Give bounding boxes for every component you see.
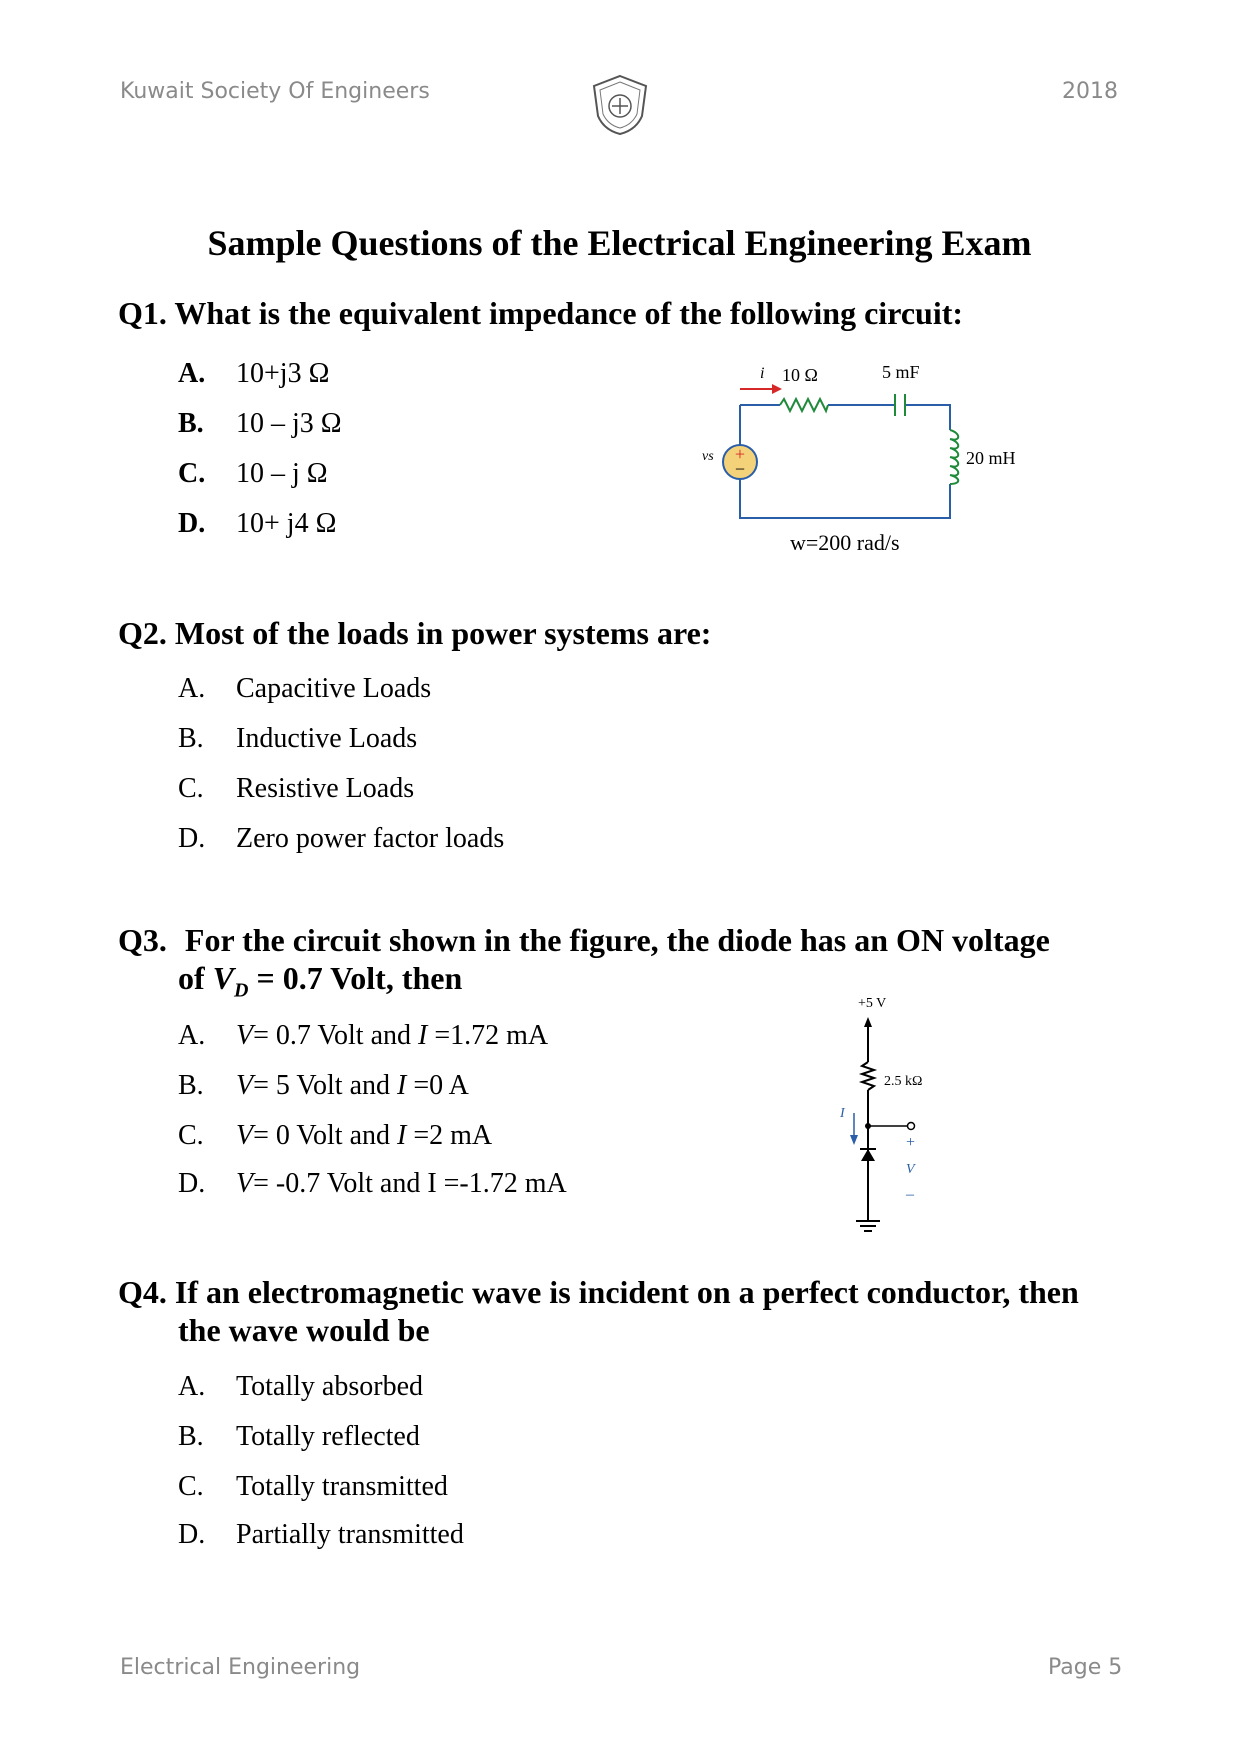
inductor-icon [950,430,958,484]
svg-text:−: − [734,459,746,479]
q2-text: Most of the loads in power systems are: [174,615,712,651]
q4-option-b: B. Totally reflected [178,1421,420,1452]
footer-page-number: Page 5 [1048,1655,1123,1680]
q4-line1: If an electromagnetic wave is incident on a perfect conductor, then [174,1274,1079,1310]
q1-text: What is the equivalent impedance of the following circuit: [174,295,964,331]
q4-line2: the wave would be [178,1312,430,1348]
header-year: 2018 [1062,79,1118,104]
resistor-icon [780,399,828,411]
q3-number: Q3. [118,922,167,958]
q4-number: Q4. [118,1274,167,1310]
svg-text:10 Ω: 10 Ω [782,365,818,385]
q3-option-b: B. V= 5 Volt and I =0 A [178,1070,469,1101]
svg-text:I: I [840,1106,845,1121]
page-title: Sample Questions of the Electrical Engineering Exam [207,223,1032,263]
q2-option-c: C. Resistive Loads [178,773,415,804]
svg-text:+: + [734,444,746,464]
q2-number: Q2. [118,615,167,651]
q1-number: Q1. [118,295,167,331]
q1-option-d: D. 10+ j4 Ω [178,508,337,539]
society-logo [588,72,652,138]
footer-subject: Electrical Engineering [120,1655,361,1680]
svg-text:20 mH: 20 mH [966,448,1016,468]
question-1 [118,294,963,332]
svg-text:w=200 rad/s: w=200 rad/s [790,530,900,555]
header-org: Kuwait Society Of Engineers [120,79,430,104]
q3-line1: For the circuit shown in the figure, the diode has an ON voltage [184,922,1050,958]
q3-option-d: D. V= -0.7 Volt and I =-1.72 mA [178,1168,567,1199]
q1-option-a: A. 10+j3 Ω [178,358,330,389]
diode-icon [861,1149,875,1161]
svg-text:vs: vs [702,449,714,464]
supply-arrow-icon [864,1017,872,1027]
svg-text:2.5 kΩ: 2.5 kΩ [884,1074,923,1089]
svg-text:5 mF: 5 mF [882,362,920,382]
svg-text:+5 V: +5 V [858,996,887,1011]
question-2 [118,614,711,652]
q3-line2: of $V_D = 0.7$ Volt, then [178,960,463,1002]
q4-option-a: A. Totally absorbed [178,1371,423,1402]
q2-option-d: D. Zero power factor loads [178,823,505,854]
q4-option-c: C. Totally transmitted [178,1471,448,1502]
q3-option-a: A. V= 0.7 Volt and I =1.72 mA [178,1020,549,1051]
svg-text:–: – [906,1186,914,1203]
q1-option-c: C. 10 – j Ω [178,458,328,489]
resistor-icon [862,1062,874,1090]
q1-circuit-diagram [690,360,1030,560]
q2-option-a: A. Capacitive Loads [178,673,432,704]
q3-option-c: C. V= 0 Volt and I =2 mA [178,1120,493,1151]
svg-text:V: V [906,1162,915,1177]
q1-option-b: B. 10 – j3 Ω [178,408,342,439]
svg-text:+: + [906,1134,916,1151]
question-4 [118,1273,1079,1349]
q3-diode-circuit-diagram [830,985,950,1255]
svg-text:i: i [760,365,765,382]
q2-option-b: B. Inductive Loads [178,723,418,754]
q4-option-d: D. Partially transmitted [178,1519,464,1550]
